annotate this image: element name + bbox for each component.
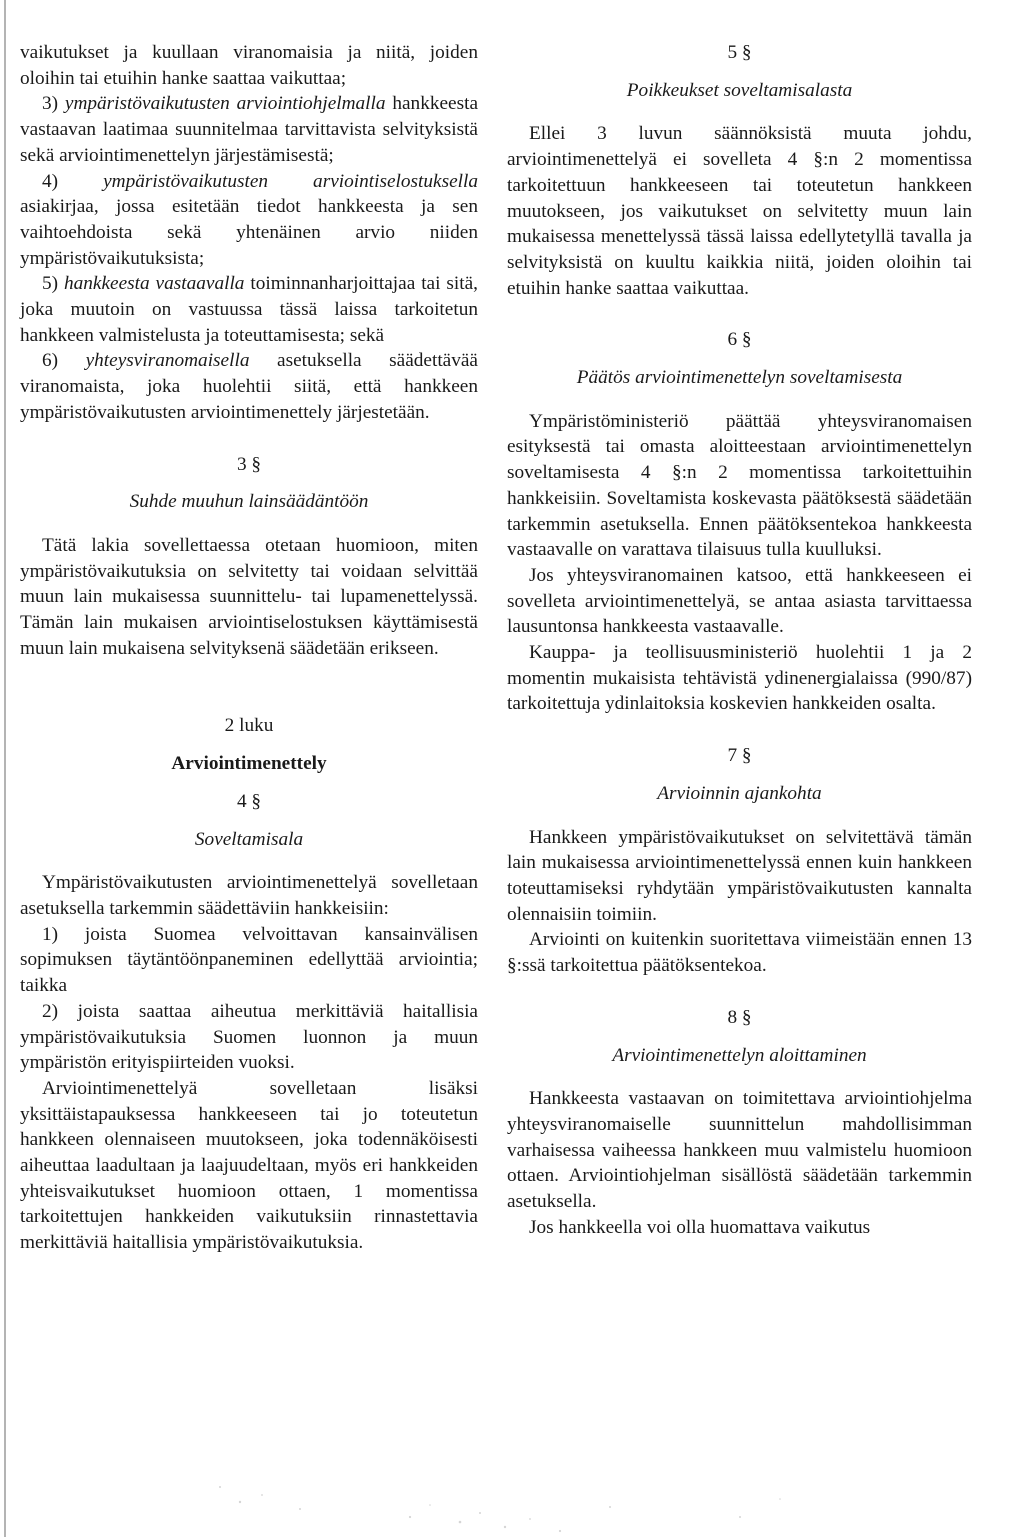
- chapter-title: Arviointimenettely: [171, 753, 327, 775]
- definition-6-term: yhteysviranomaisella: [85, 350, 250, 372]
- section-6-paragraph-3: Kauppa- ja teollisuusministeriö huolehtii 1 ja 2 momentin mukaisista tehtävistä ydinenergialaissa (990/87) tarkoitettuja ydinlaitoksia koskevien hankkeiden osalta.: [507, 642, 972, 715]
- left-column: [20, 40, 478, 1256]
- section-6-title: Päätös arviointimenettelyn soveltamisesta: [576, 367, 903, 389]
- section-4-item-2: 2) joista saattaa aiheutua merkittäviä haitallisia ympäristövaikutuksia Suomen luonnon ja muun ympäristön erityispiirteiden vuoksi.: [20, 1000, 478, 1074]
- section-6-paragraph-1: Ympäristöministeriö päättää yhteysviranomaisen esityksestä tai omasta aloitteestaan arviointimenettelyn soveltamisesta 4 §:n 2 momentissa tarkoitettuihin hankkeisiin. Soveltamista koskevasta päätöksestä säädetään tarkemmin asetuksella. Ennen päätöksentekoa hankkeesta vastaavalle on varattava tilaisuus tulla kuulluksi.: [507, 410, 972, 561]
- section-3-number: 3 §: [236, 453, 262, 475]
- section-7-title: Arvioinnin ajankohta: [657, 782, 822, 804]
- definition-5: 5) hankkeesta vastaavalla toiminnanharjoittajaa tai sitä, joka muutoin on vastuussa tässä laissa tarkoitetun hankkeen valmistelusta ja toteuttamisesta; sekä: [20, 273, 478, 346]
- scan-noise: [0, 1447, 1024, 1537]
- section-3-title: Suhde muuhun lainsäädäntöön: [129, 491, 369, 513]
- definition-6: 6) yhteysviranomaisella asetuksella säädettävää viranomaista, joka huolehtii siitä, että hankkeen ympäristövaikutusten arviointimenettely järjestetään.: [20, 350, 478, 423]
- section-5-title: Poikkeukset soveltamisalasta: [626, 79, 853, 101]
- section-7-paragraph-2: Arviointi on kuitenkin suoritettava viimeistään ennen 13 §:ssä tarkoitettua päätöksentekoa.: [507, 929, 972, 977]
- definition-5-text: toiminnanharjoittajaa tai sitä, joka muutoin on vastuussa tässä laissa tarkoitetun hankkeen valmistelusta ja toteuttamisesta; sekä: [20, 273, 478, 346]
- section-4-paragraph-2: Arviointimenettelyä sovelletaan lisäksi yksittäistapauksessa hankkeeseen tai jo toteutetun hankkeen olennaiseen muutokseen, joka todennäköisesti aiheuttaa laadultaan ja laajuudeltaan, myös eri hankkeiden yhteisvaikutukset huomioon ottaen, 1 momentissa tarkoitettujen hankkeiden vaikutuksiin rinnastettavia merkittäviä haitallisia ympäristövaikutuksia.: [20, 1077, 478, 1254]
- section-7-paragraph-1: Hankkeen ympäristövaikutukset on selvitettävä tämän lain mukaisessa arviointimenettelyssä ennen kuin hankkeen toteuttamiseksi ryhdytään ympäristövaikutusten kannalta olennaisiin toimiin.: [507, 826, 972, 925]
- section-7-number: 7 §: [727, 745, 752, 767]
- chapter-number: 2 luku: [224, 715, 274, 737]
- section-8-title: Arviointimenettelyn aloittaminen: [612, 1044, 867, 1066]
- definition-5-term: hankkeesta vastaavalla: [63, 273, 245, 295]
- section-4-title: Soveltamisala: [194, 828, 304, 850]
- section-4-paragraph-1: Ympäristövaikutusten arviointimenettelyä sovelletaan asetuksella tarkemmin säädettäviin hankkeisiin:: [20, 872, 478, 919]
- definition-3-text: hankkeesta vastaavan laatimaa suunnitelmaa tarvittavista selvityksistä sekä arviointimenettelyn järjestämisestä;: [20, 93, 479, 166]
- definition-4-term: ympäristövaikutusten arviointiselostuksella: [103, 170, 478, 192]
- section-5-text: Ellei 3 luvun säännöksistä muuta johdu, arviointimenettelyä ei sovelleta 4 §:n 2 momentissa tarkoitettuun hankkeeseen tai toteutetun hankkeen muutokseen, jos vaikutukset on selvitetty muun lain mukaisessa menettelyssä tässä laissa edellytetyllä tavalla ja selvityksistä on kuultu kaikkia niitä, joiden oloihin tai etuihin hanke saattaa vaikuttaa.: [507, 123, 972, 299]
- definition-3: 3) ympäristövaikutusten arviointiohjelmalla hankkeesta vastaavan laatimaa suunnitelmaa tarvittavista selvityksistä sekä arviointimenettelyn järjestämisestä;: [20, 93, 479, 166]
- section-4-number: 4 §: [236, 790, 262, 812]
- section-3-text: Tätä lakia sovellettaessa otetaan huomioon, miten ympäristövaikutuksia on selvitetty tai voidaan selvittää muun lain mukaisessa suunnittelu- tai lupamenettelyssä. Tämän lain mukaisen arviointiselostuksen käyttämisestä muun lain mukaisena selvityksenä säädetään erikseen.: [20, 534, 478, 659]
- section-8-number: 8 §: [727, 1006, 752, 1028]
- section-8-paragraph-2: Jos hankkeella voi olla huomattava vaikutus: [529, 1216, 871, 1238]
- continued-text: vaikutukset ja kuullaan viranomaisia ja niitä, joiden oloihin tai etuihin hanke saattaa vaikuttaa;: [20, 42, 478, 89]
- definition-4-text: asiakirjaa, jossa esitetään tiedot hankkeesta ja sen vaihtoehdoista sekä yhtenäinen arvio niiden ympäristövaikutuksista;: [20, 196, 478, 269]
- definition-3-term: ympäristövaikutusten arviointiohjelmalla: [64, 93, 386, 115]
- section-4-item-1: 1) joista Suomea velvoittavan kansainvälisen sopimuksen täytäntöönpaneminen edellyttää arviointia; taikka: [20, 923, 478, 997]
- section-5-number: 5 §: [727, 42, 752, 63]
- right-column: [507, 40, 972, 1240]
- page-edge-shadow: [4, 0, 6, 1537]
- definition-4: 4) ympäristövaikutusten arviointiselostuksella asiakirjaa, jossa esitetään tiedot hankkeesta ja sen vaihtoehdoista sekä yhtenäinen arvio niiden ympäristövaikutuksista;: [20, 170, 478, 269]
- section-6-number: 6 §: [727, 329, 752, 351]
- section-6-paragraph-2: Jos yhteysviranomainen katsoo, että hankkeeseen ei sovelleta arviointimenettelyä, se antaa asiasta tarvittaessa lausuntonsa hankkeesta vastaavalle.: [507, 564, 972, 638]
- definition-6-text: asetuksella säädettävää viranomaista, joka huolehtii siitä, että hankkeen ympäristövaikutusten arviointimenettely järjestetään.: [20, 350, 478, 423]
- section-8-paragraph-1: Hankkeesta vastaavan on toimitettava arviointiohjelma yhteysviranomaiselle suunnittelun mahdollisimman varhaisessa vaiheessa hankkeen muu valmistelu huomioon ottaen. Arviointiohjelman sisällöstä säädetään tarkemmin asetuksella.: [507, 1088, 972, 1213]
